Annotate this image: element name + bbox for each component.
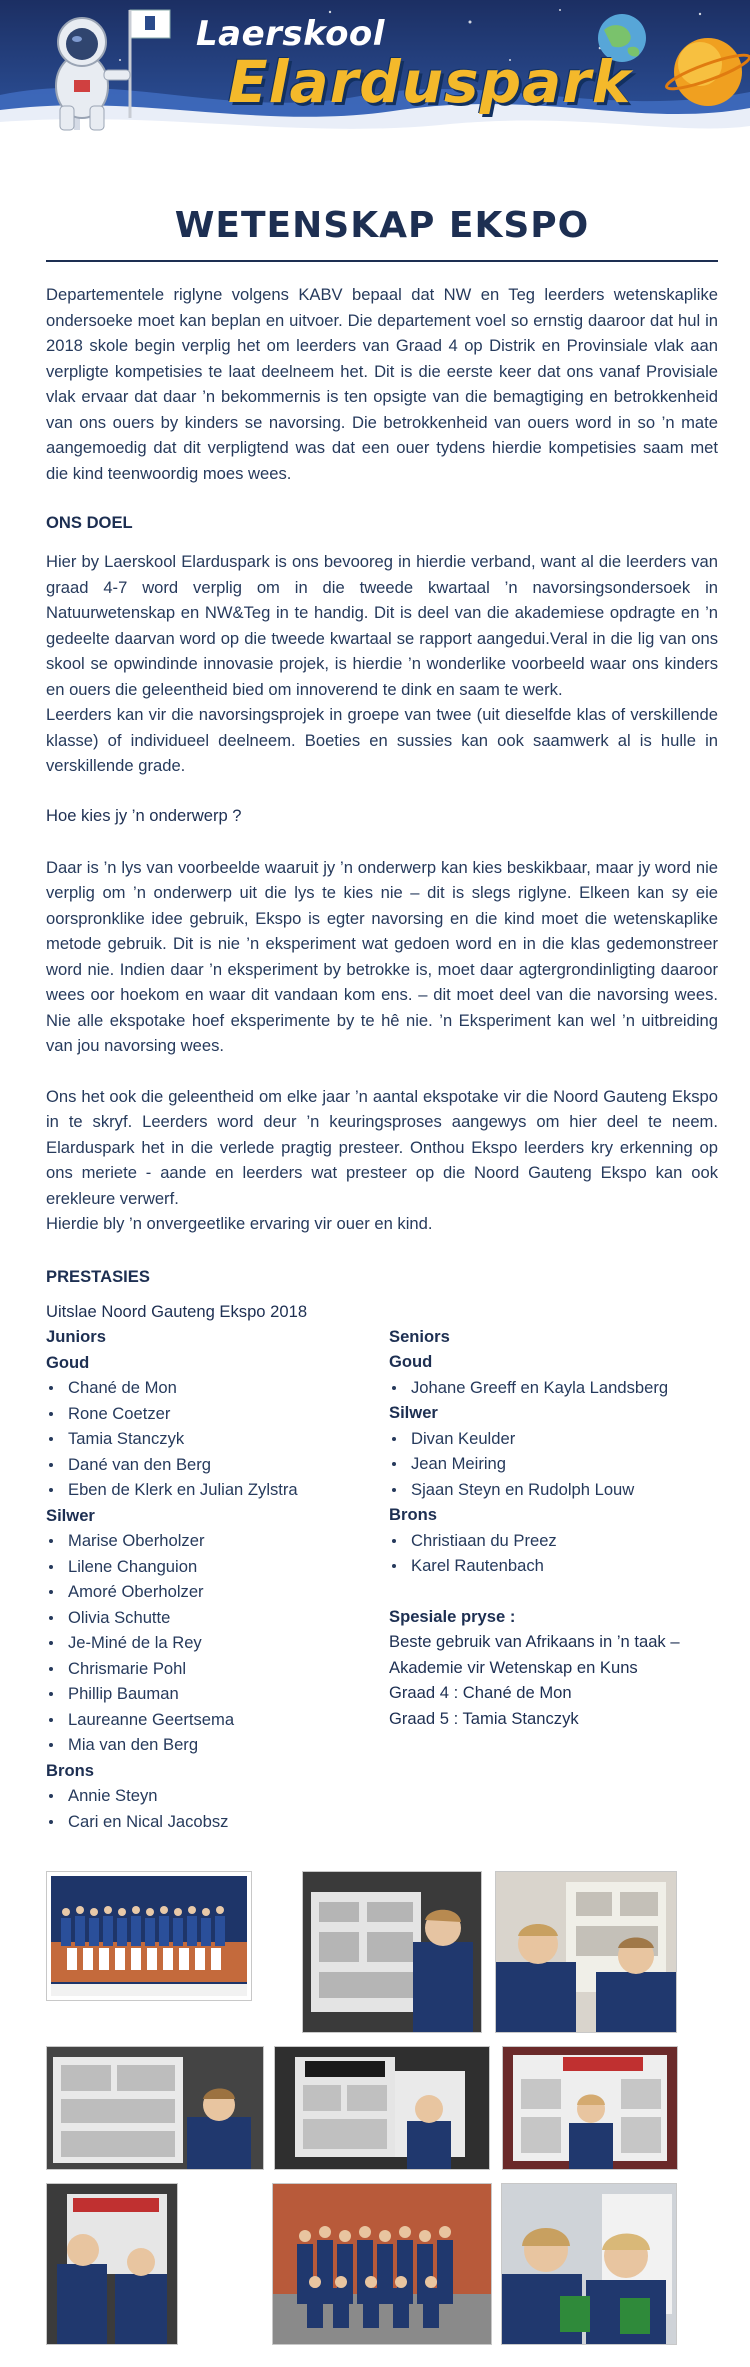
list-item: Phillip Bauman	[46, 1681, 376, 1707]
seniors-label: Seniors	[389, 1326, 450, 1346]
juniors-silwer-label: Silwer	[46, 1505, 95, 1525]
list-item: Sjaan Steyn en Rudolph Louw	[389, 1477, 719, 1503]
juniors-brons-label: Brons	[46, 1760, 94, 1780]
juniors-label: Juniors	[46, 1327, 106, 1346]
seniors-goud-label: Goud	[389, 1352, 433, 1371]
juniors-goud-list	[46, 1375, 376, 1503]
seniors-brons-label: Brons	[389, 1505, 437, 1524]
spesiale-label: Spesiale pryse :	[389, 1606, 516, 1626]
spesiale-line: Akademie vir Wetenskap en Kuns	[389, 1657, 638, 1677]
seniors-silwer-list	[389, 1426, 719, 1503]
geleentheid-paragraph-2: Hierdie bly ’n onvergeetlike ervaring vir ouer en kind.	[46, 1214, 433, 1233]
list-item: Laureanne Geertsema	[46, 1707, 376, 1733]
seniors-goud-list	[389, 1375, 719, 1401]
school-name-line2: Elarduspark	[228, 48, 632, 116]
photo-boy-pair	[46, 2183, 178, 2345]
list-item: Dané van den Berg	[46, 1452, 376, 1478]
seniors-brons-list	[389, 1528, 719, 1579]
spesiale-line: Graad 5 : Tamia Stanczyk	[389, 1708, 579, 1728]
list-item: Rone Coetzer	[46, 1401, 376, 1427]
list-item: Chrismarie Pohl	[46, 1656, 376, 1682]
list-item: Chané de Mon	[46, 1375, 376, 1401]
spesiale-line: Beste gebruik van Afrikaans in ’n taak –	[389, 1632, 680, 1651]
spesiale-line: Graad 4 : Chané de Mon	[389, 1683, 572, 1702]
kies-paragraph: Daar is ’n lys van voorbeelde waaruit jy ’n onderwerp kan kies beskikbaar, maar jy word nie verplig om ’n onderwerp uit die lys te kies nie – dit is slegs riglyne. Elkeen kan sy eie oorspronklike idee gebruik, Ekspo is egter navorsing en die kind moet die wetenskaplike metode gebruik. Dit is nie ’n eksperiment wat gedoen word en in die klas gedemonstreer word nie. Indien daar ’n eksperiment by betrokke is, moet daar agtergrondinligting daaroor wees oor hoekom en waar dit vandaan kom ens. – dit moet deel van die navorsing wees. Nie alle ekspotake hoef eksperimente by te hê nie. ’n Eksperiment kan wel ’n uitbreiding van jou navorsing wees.	[46, 857, 718, 1055]
photo-group	[46, 1871, 252, 2001]
list-item: Cari en Nical Jacobsz	[46, 1809, 376, 1835]
list-item: Christiaan du Preez	[389, 1528, 719, 1554]
prestasies-heading: PRESTASIES	[46, 1266, 150, 1286]
title-divider	[46, 260, 718, 262]
doel-paragraph: Hier by Laerskool Elarduspark is ons bevooreg in hierdie verband, want al die leerders van graad 4-7 word verplig om in die tweede kwartaal ’n navorsingsondersoek in Natuurwetenskap en NW&Teg in te handig. Dit is deel van die akademiese opdragte en ’n gedeelte daarvan word op die tweede kwartaal se rapport aangedui.Veral in die lig van ons skool se opwindinde innovasie projek, is hierdie ’n wonderlike voorbeeld waar ons kinders en ouers die geleentheid bied om innoverend te dink en saam te werk.	[46, 552, 718, 699]
list-item: Johane Greeff en Kayla Landsberg	[389, 1375, 719, 1401]
seniors-silwer-label: Silwer	[389, 1403, 438, 1422]
intro-paragraph: Departementele riglyne volgens KABV bepaal dat NW en Teg leerders wetenskaplike ondersoeke moet kan beplan en uitvoer. Die departement voel so ernstig daaroor dat hul in 2018 skole begin verplig het om leerders van Graad 4 op Distrik en Provinsiale vlak aan verpligte kompetisies te laat deelneem het. Dit is die eerste keer dat ons vanaf Provisiale vlak ervaar dat daar ’n bekommernis is ten opsigte van die bemagtiging en betrokkenheid van ons ouers by kinders se navorsing. Die betrokkenheid van ouers word in so ’n mate aangemoedig dat dit verpligtend was dat een ouer tydens hierdie kompetisies saam met die kind teenwoordig moes wees.	[46, 285, 718, 483]
list-item: Amoré Oberholzer	[46, 1579, 376, 1605]
geleentheid-paragraph: Ons het ook die geleentheid om elke jaar ’n aantal ekspotake vir die Noord Gauteng Ekspo in te skryf. Leerders word deur ’n keuringsproses aangewys om hier deel te neem. Elarduspark het in die verlede pragtig presteer. Onthou Ekspo leerders kry erkenning op ons meriete - aande en leerders wat presteer op die Noord Gauteng Ekspo kan ook erekleure verwerf.	[46, 1086, 718, 1208]
photo-girls-certificates	[501, 2183, 677, 2345]
header-banner	[0, 0, 750, 140]
list-item: Je-Miné de la Rey	[46, 1630, 376, 1656]
list-item: Divan Keulder	[389, 1426, 719, 1452]
juniors-column	[46, 1299, 376, 1835]
photo-expo-stand	[302, 1871, 482, 2033]
list-item: Olivia Schutte	[46, 1605, 376, 1631]
list-item: Marise Oberholzer	[46, 1528, 376, 1554]
school-name-line1: Laerskool	[196, 14, 385, 54]
list-item: Lilene Changuion	[46, 1554, 376, 1580]
list-item: Tamia Stanczyk	[46, 1426, 376, 1452]
photo-school-group	[272, 2183, 492, 2345]
photo-boy-board	[46, 2046, 264, 2170]
doel-paragraph-2: Leerders kan vir die navorsingsprojek in groepe van twee (uit dieselfde klas of verskillende klasse) of individueel deelneem. Boeties en sussies kan ook saamwerk al is hulle in verskillende grade.	[46, 705, 718, 775]
page-title: WETENSKAP EKSPO	[174, 205, 590, 246]
doel-heading: ONS DOEL	[46, 513, 133, 532]
seniors-column	[389, 1324, 719, 1732]
list-item: Eben de Klerk en Julian Zylstra	[46, 1477, 376, 1503]
photo-boy-stand	[274, 2046, 490, 2170]
juniors-goud-label: Goud	[46, 1352, 90, 1372]
list-item: Karel Rautenbach	[389, 1553, 719, 1579]
results-subtitle: Uitslae Noord Gauteng Ekspo 2018	[46, 1301, 308, 1321]
list-item: Mia van den Berg	[46, 1732, 376, 1758]
kies-heading: Hoe kies jy ’n onderwerp ?	[46, 805, 242, 825]
article	[46, 140, 718, 1831]
list-item: Jean Meiring	[389, 1451, 719, 1477]
juniors-silwer-list	[46, 1528, 376, 1758]
photo-two-boys	[495, 1871, 677, 2033]
photo-girl-board	[502, 2046, 678, 2170]
list-item: Annie Steyn	[46, 1783, 376, 1809]
results-section	[46, 1299, 718, 1831]
juniors-brons-list	[46, 1783, 376, 1834]
